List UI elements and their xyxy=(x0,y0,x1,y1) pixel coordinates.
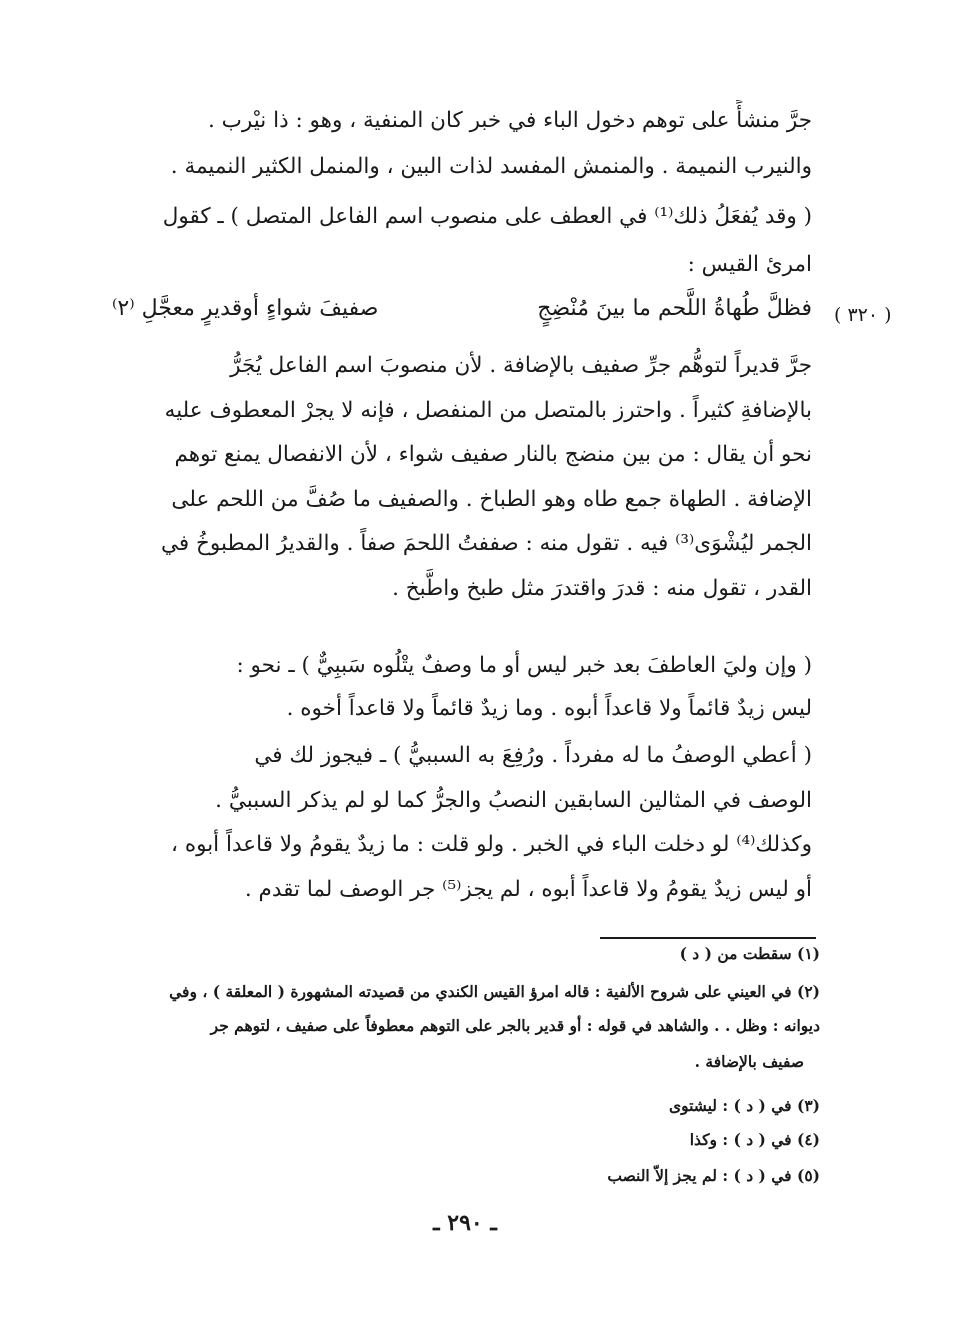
verse-second-hemistich: صفيفَ شواءٍ أوقديرٍ معجَّلِ ⁽٢⁾ xyxy=(112,296,379,321)
paragraph-line: ليس زيدٌ قائماً ولا قاعداً أبوه . وما زيدٌ قائماً ولا قاعداً أخوه . xyxy=(286,696,812,721)
explanation-paragraph xyxy=(112,734,812,912)
paragraph-line: الوصف في المثالين السابقين النصبُ والجرُّ كما لو لم يذكر السببيُّ . xyxy=(215,787,812,813)
paragraph-line: أو ليس زيدٌ يقومُ ولا قاعداً أبوه ، لم يجز⁽⁵⁾ جر الوصف لما تقدم . xyxy=(244,876,812,902)
footnote-4: (٤) في ( د ) : وكذا xyxy=(689,1130,820,1149)
paragraph-line: وكذلك⁽⁴⁾ لو دخلت الباء في الخبر . ولو قلت : ما زيدٌ يقومُ ولا قاعداً أبوه ، xyxy=(171,832,812,857)
verse-first-hemistich: فظلَّ طُهاةُ اللَّحم ما بينَ مُنْضِجٍ xyxy=(537,296,812,321)
text-line-2: والنيرب النميمة . والمنمش المفسد لذات البين ، والمنمل الكثير النميمة . xyxy=(170,154,812,179)
paragraph-line: القدر ، تقول منه : قدرَ واقتدرَ مثل طبخ واطَّبخ . xyxy=(392,575,812,601)
rule-paragraph xyxy=(112,644,812,730)
footnote-3: (٣) في ( د ) : ليشتوى xyxy=(668,1096,820,1115)
paragraph-line: الجمر ليُشْوَى⁽³⁾ فيه . تقول منه : صففتُ اللحمَ صفاً . والقديرُ المطبوخُ في xyxy=(160,531,812,556)
text-line-1: جرَّ منشأً على توهم دخول الباء في خبر كان المنفية ، وهو : ذا نيْرب . xyxy=(208,108,812,133)
paragraph-line: ( وإن وليَ العاطفَ بعد خبر ليس أو ما وصفٌ يتْلُوه سَببِيٌّ ) ـ نحو : xyxy=(236,653,812,678)
paragraph-line: ( أعطي الوصفُ ما له مفرداً . ورُفِعَ به السببيُّ ) ـ فيجوز لك في xyxy=(254,743,812,768)
footnote-5: (٥) في ( د ) : لم يجز إلاّ النصب xyxy=(607,1166,820,1185)
verse-number: ( ٣٢٠ ) xyxy=(834,304,892,326)
paragraph-line: جرَّ قديراً لتوهُّم جرِّ صفيف بالإضافة . لأن منصوبَ اسم الفاعل يُجَرُّ xyxy=(230,353,812,378)
footnote-divider xyxy=(600,937,816,939)
footnote-2: (٢) في العيني على شروح الألفية : قاله امرؤ القيس الكندي من قصيدته المشهورة ( المعلقة ) ، وفي xyxy=(169,982,820,1001)
paragraph-line: نحو أن يقال : من بين منضج بالنار صفيف شواء ، لأن الانفصال يمنع توهم xyxy=(174,442,812,467)
paragraph-line: بالإضافةِ كثيراً . واحترز بالمتصل من المنفصل ، فإنه لا يجرْ المعطوف عليه xyxy=(164,397,812,423)
text-line-3: ( وقد يُفعَلُ ذلك⁽¹⁾ في العطف على منصوب اسم الفاعل المتصل ) ـ كقول xyxy=(162,204,812,229)
paragraph-line: الإضافة . الطهاة جمع طاه وهو الطباخ . والصفيف ما صُفَّ من اللحم على xyxy=(171,486,812,512)
poetry-verse xyxy=(112,296,812,342)
footnote-2-continued: ديوانه : وظل . . والشاهد في قوله : أو قدير بالجر على التوهم معطوفاً على صفيف ، لتوهم جر xyxy=(210,1016,820,1035)
page-number: ـ ٢٩٠ ـ xyxy=(433,1210,497,1236)
text-line-4: امرئ القيس : xyxy=(687,252,812,277)
footnote-2-end: صفيف بالإضافة . xyxy=(694,1052,804,1071)
commentary-paragraph xyxy=(112,344,812,611)
footnote-1: (١) سقطت من ( د ) xyxy=(679,944,820,963)
